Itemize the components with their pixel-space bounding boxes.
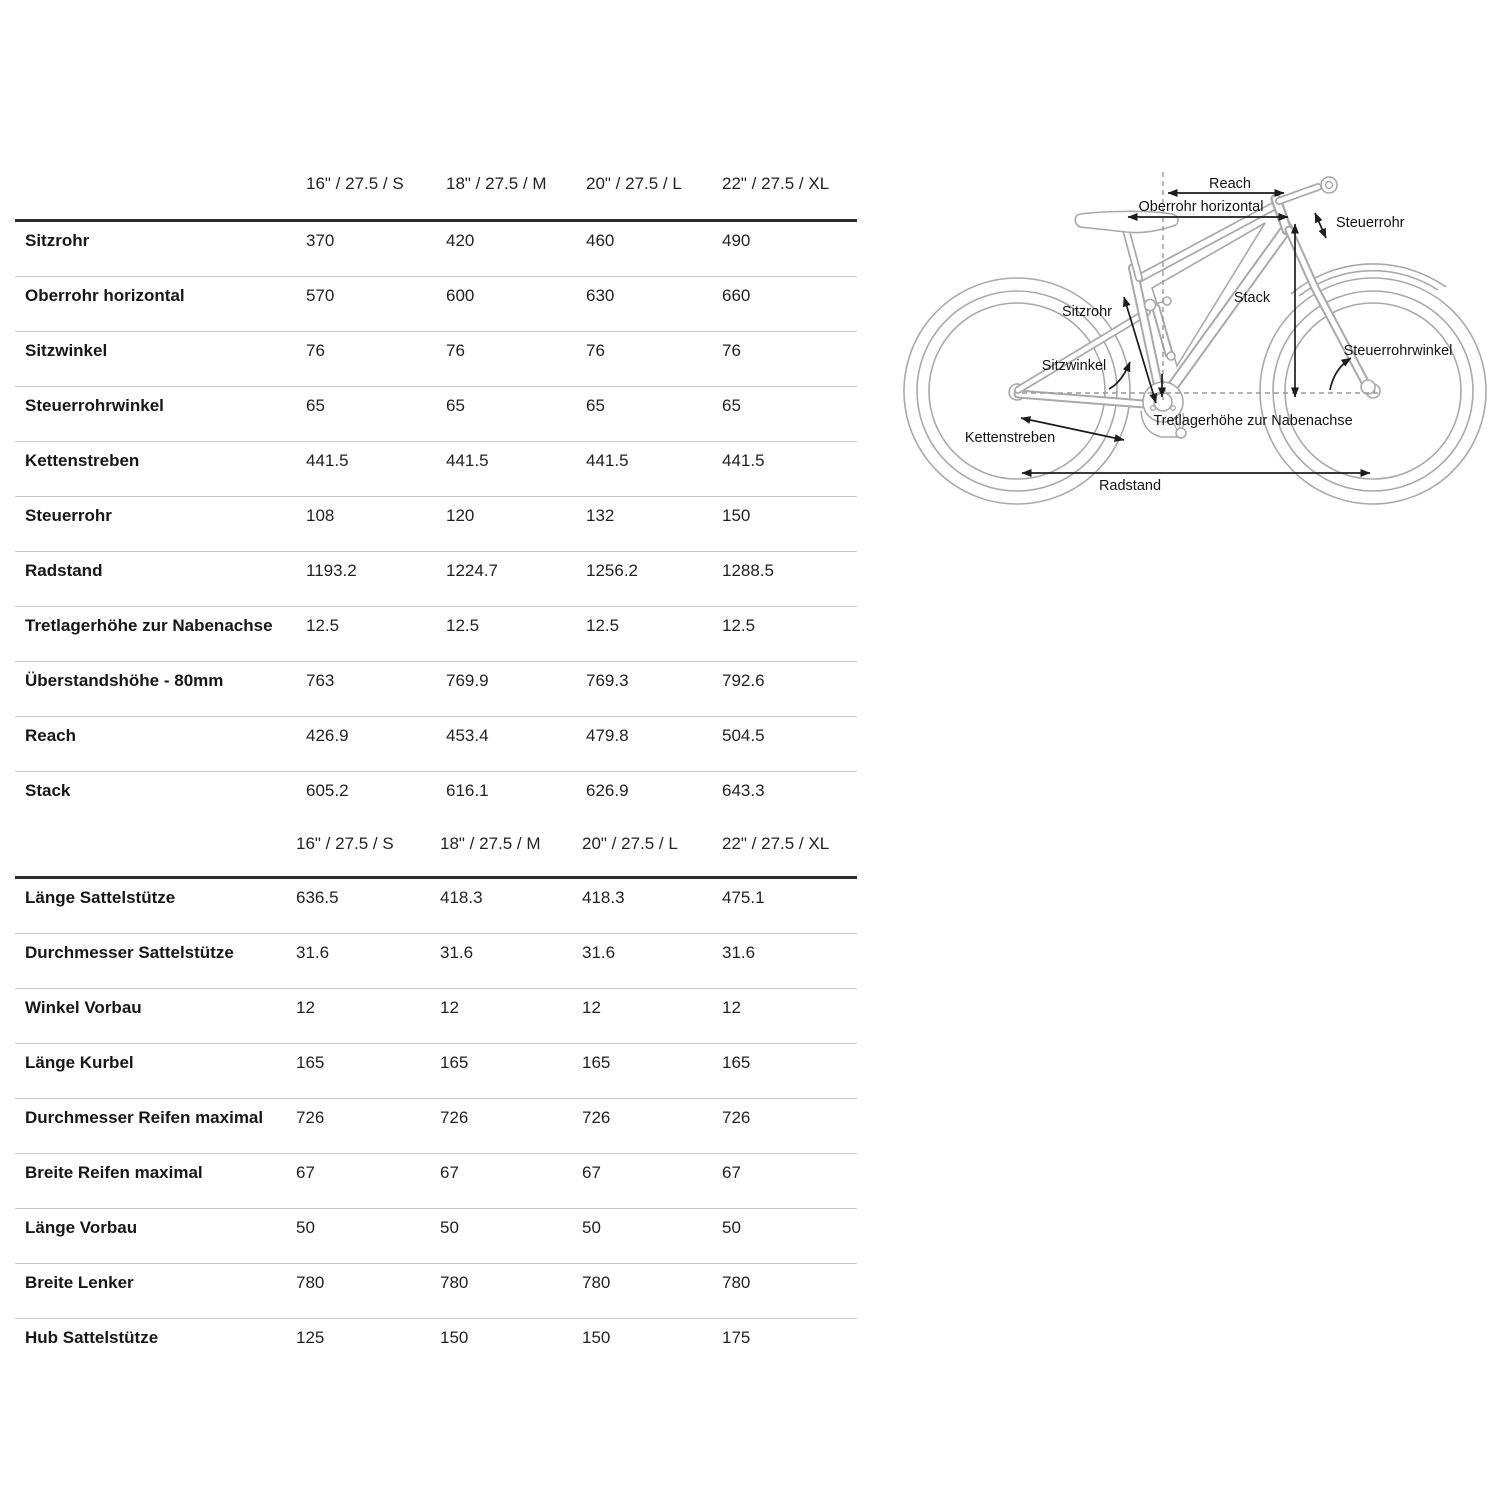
row-value: 12 (722, 997, 741, 1017)
row-value: 780 (440, 1272, 469, 1292)
row-value: 12.5 (446, 615, 480, 635)
table-row (15, 772, 857, 826)
steuerrohrwinkel-arc (1330, 358, 1351, 390)
row-value: 120 (446, 505, 475, 525)
row-value: 453.4 (446, 725, 489, 745)
row-value: 643.3 (722, 780, 765, 800)
row-value: 12 (440, 997, 459, 1017)
sitzrohr-label: Sitzrohr (1062, 304, 1112, 320)
row-label: Reach (25, 725, 77, 745)
size-header: 18" / 27.5 / M (446, 173, 547, 193)
bike-geometry-diagram (890, 150, 1500, 550)
table-row (15, 277, 857, 332)
stack-label: Stack (1233, 290, 1271, 306)
row-value: 418.3 (582, 887, 625, 907)
row-value: 165 (440, 1052, 469, 1072)
row-value: 31.6 (296, 942, 330, 962)
row-value: 370 (306, 230, 335, 250)
row-value: 31.6 (722, 942, 756, 962)
row-value: 150 (722, 505, 751, 525)
row-value: 726 (722, 1107, 751, 1127)
row-label: Kettenstreben (25, 450, 140, 470)
row-value: 660 (722, 285, 751, 305)
table-row (15, 934, 857, 989)
row-value: 726 (582, 1107, 611, 1127)
row-value: 780 (722, 1272, 751, 1292)
row-label: Durchmesser Reifen maximal (25, 1107, 264, 1127)
size-header: 22" / 27.5 / XL (722, 833, 830, 853)
row-value: 426.9 (306, 725, 349, 745)
kettenstreben-label: Kettenstreben (964, 430, 1056, 446)
row-value: 50 (440, 1217, 459, 1237)
table-row (15, 607, 857, 662)
row-value: 630 (586, 285, 615, 305)
row-value: 12 (582, 997, 601, 1017)
row-value: 12 (296, 997, 315, 1017)
row-value: 125 (296, 1327, 325, 1347)
row-value: 441.5 (722, 450, 765, 470)
size-header: 22" / 27.5 / XL (722, 173, 830, 193)
row-label: Stack (25, 780, 71, 800)
tretlagerhoehe-label: Tretlagerhöhe zur Nabenachse (1153, 413, 1353, 429)
row-label: Steuerrohrwinkel (25, 395, 164, 415)
row-value: 50 (722, 1217, 741, 1237)
fork-icon (1289, 230, 1375, 394)
size-header-row (15, 826, 857, 879)
row-value: 780 (582, 1272, 611, 1292)
row-value: 65 (446, 395, 465, 415)
row-value: 165 (722, 1052, 751, 1072)
row-value: 132 (586, 505, 615, 525)
row-value: 490 (722, 230, 751, 250)
row-value: 12.5 (722, 615, 756, 635)
row-value: 441.5 (586, 450, 629, 470)
row-value: 1288.5 (722, 560, 774, 580)
size-header: 16" / 27.5 / S (306, 173, 404, 193)
row-value: 792.6 (722, 670, 765, 690)
row-value: 50 (296, 1217, 315, 1237)
row-value: 769.3 (586, 670, 629, 690)
row-value: 150 (440, 1327, 469, 1347)
row-value: 479.8 (586, 725, 629, 745)
row-value: 763 (306, 670, 335, 690)
table-row (15, 222, 857, 277)
row-label: Überstandshöhe - 80mm (25, 670, 224, 690)
row-label: Radstand (25, 560, 103, 580)
row-value: 441.5 (306, 450, 349, 470)
row-value: 67 (722, 1162, 741, 1182)
row-value: 12.5 (306, 615, 340, 635)
steuerrohr-label: Steuerrohr (1336, 215, 1405, 231)
row-label: Winkel Vorbau (25, 997, 142, 1017)
row-value: 600 (446, 285, 475, 305)
row-value: 76 (446, 340, 465, 360)
row-label: Länge Vorbau (25, 1217, 138, 1237)
row-label: Breite Reifen maximal (25, 1162, 203, 1182)
row-value: 726 (296, 1107, 325, 1127)
row-value: 76 (306, 340, 325, 360)
row-label: Breite Lenker (25, 1272, 134, 1292)
row-value: 76 (586, 340, 605, 360)
table-row (15, 1209, 857, 1264)
table-row (15, 552, 857, 607)
row-value: 570 (306, 285, 335, 305)
row-label: Sitzrohr (25, 230, 90, 250)
table-row (15, 332, 857, 387)
row-value: 1224.7 (446, 560, 498, 580)
row-value: 780 (296, 1272, 325, 1292)
row-value: 65 (586, 395, 605, 415)
row-label: Sitzwinkel (25, 340, 108, 360)
table-row (15, 1099, 857, 1154)
table-row (15, 717, 857, 772)
table-row (15, 662, 857, 717)
table-row (15, 1154, 857, 1209)
row-value: 67 (440, 1162, 459, 1182)
row-value: 636.5 (296, 887, 339, 907)
table-row (15, 387, 857, 442)
size-header: 18" / 27.5 / M (440, 833, 541, 853)
sitzwinkel-label: Sitzwinkel (1041, 358, 1107, 374)
radstand-label: Radstand (1098, 478, 1162, 494)
row-value: 31.6 (440, 942, 474, 962)
row-value: 460 (586, 230, 615, 250)
size-header: 20" / 27.5 / L (586, 173, 682, 193)
size-header: 16" / 27.5 / S (296, 833, 394, 853)
table-row (15, 879, 857, 934)
row-value: 12.5 (586, 615, 620, 635)
row-value: 76 (722, 340, 741, 360)
row-value: 1256.2 (586, 560, 638, 580)
row-value: 67 (582, 1162, 601, 1182)
table-row (15, 1264, 857, 1319)
size-header: 20" / 27.5 / L (582, 833, 678, 853)
row-value: 626.9 (586, 780, 629, 800)
row-value: 420 (446, 230, 475, 250)
row-value: 108 (306, 505, 335, 525)
table-row (15, 1044, 857, 1099)
row-label: Durchmesser Sattelstütze (25, 942, 234, 962)
row-value: 150 (582, 1327, 611, 1347)
row-label: Länge Sattelstütze (25, 887, 176, 907)
steuerrohr-arrow (1315, 213, 1326, 238)
row-value: 165 (582, 1052, 611, 1072)
table-row (15, 1319, 857, 1373)
row-label: Oberrohr horizontal (25, 285, 185, 305)
row-value: 726 (440, 1107, 469, 1127)
oberrohr-label: Oberrohr horizontal (1138, 199, 1264, 215)
reach-label: Reach (1209, 176, 1251, 192)
row-value: 50 (582, 1217, 601, 1237)
row-value: 475.1 (722, 887, 765, 907)
row-value: 616.1 (446, 780, 489, 800)
row-value: 1193.2 (306, 560, 357, 580)
steuerrohrwinkel-label: Steuerrohrwinkel (1343, 343, 1453, 359)
size-header-row (15, 165, 857, 222)
row-value: 769.9 (446, 670, 489, 690)
row-label: Hub Sattelstütze (25, 1327, 159, 1347)
table-row (15, 442, 857, 497)
row-label: Tretlagerhöhe zur Nabenachse (25, 615, 273, 635)
row-value: 175 (722, 1327, 751, 1347)
row-value: 65 (722, 395, 741, 415)
row-value: 65 (306, 395, 325, 415)
row-value: 418.3 (440, 887, 483, 907)
row-value: 441.5 (446, 450, 489, 470)
row-value: 504.5 (722, 725, 765, 745)
row-label: Steuerrohr (25, 505, 112, 525)
handlebar-icon (1279, 177, 1337, 201)
row-value: 67 (296, 1162, 315, 1182)
row-label: Länge Kurbel (25, 1052, 134, 1072)
row-value: 605.2 (306, 780, 349, 800)
row-value: 31.6 (582, 942, 616, 962)
row-value: 165 (296, 1052, 325, 1072)
table-row (15, 989, 857, 1044)
table-row (15, 497, 857, 552)
geometry-spec-table (15, 165, 857, 1373)
